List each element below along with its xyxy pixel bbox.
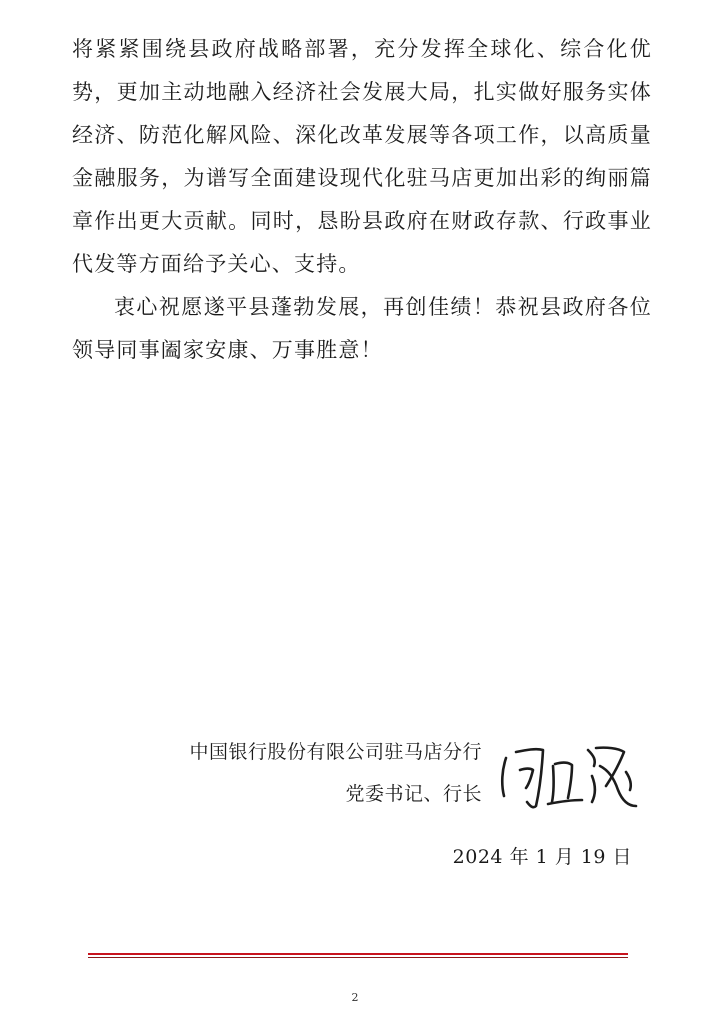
signature-block	[189, 731, 482, 815]
sender-organization: 中国银行股份有限公司驻马店分行	[189, 741, 482, 763]
body-paragraph-1: 将紧紧围绕县政府战略部署，充分发挥全球化、综合化优势，更加主动地融入经济社会发展大局，扎实做好服务实体经济、防范化解风险、深化改革发展等各项工作，以高质量金融服务，为谱写全面建设现代化驻马店更加出彩的绚丽篇章作出更大贡献。同时，恳盼县政府在财政存款、行政事业代发等方面给予关心、支持。	[72, 37, 652, 276]
sender-title: 党委书记、行长	[345, 783, 482, 805]
footer-divider	[88, 953, 628, 958]
letter-date: 2024 年 1 月 19 日	[452, 846, 632, 868]
handwritten-signature	[496, 736, 646, 814]
body-paragraph-2: 衷心祝愿遂平县蓬勃发展，再创佳绩！恭祝县政府各位领导同事阖家安康、万事胜意！	[72, 295, 652, 362]
page-number: 2	[351, 991, 359, 1004]
footer-thin-rule	[88, 957, 628, 958]
letter-body	[72, 28, 652, 372]
